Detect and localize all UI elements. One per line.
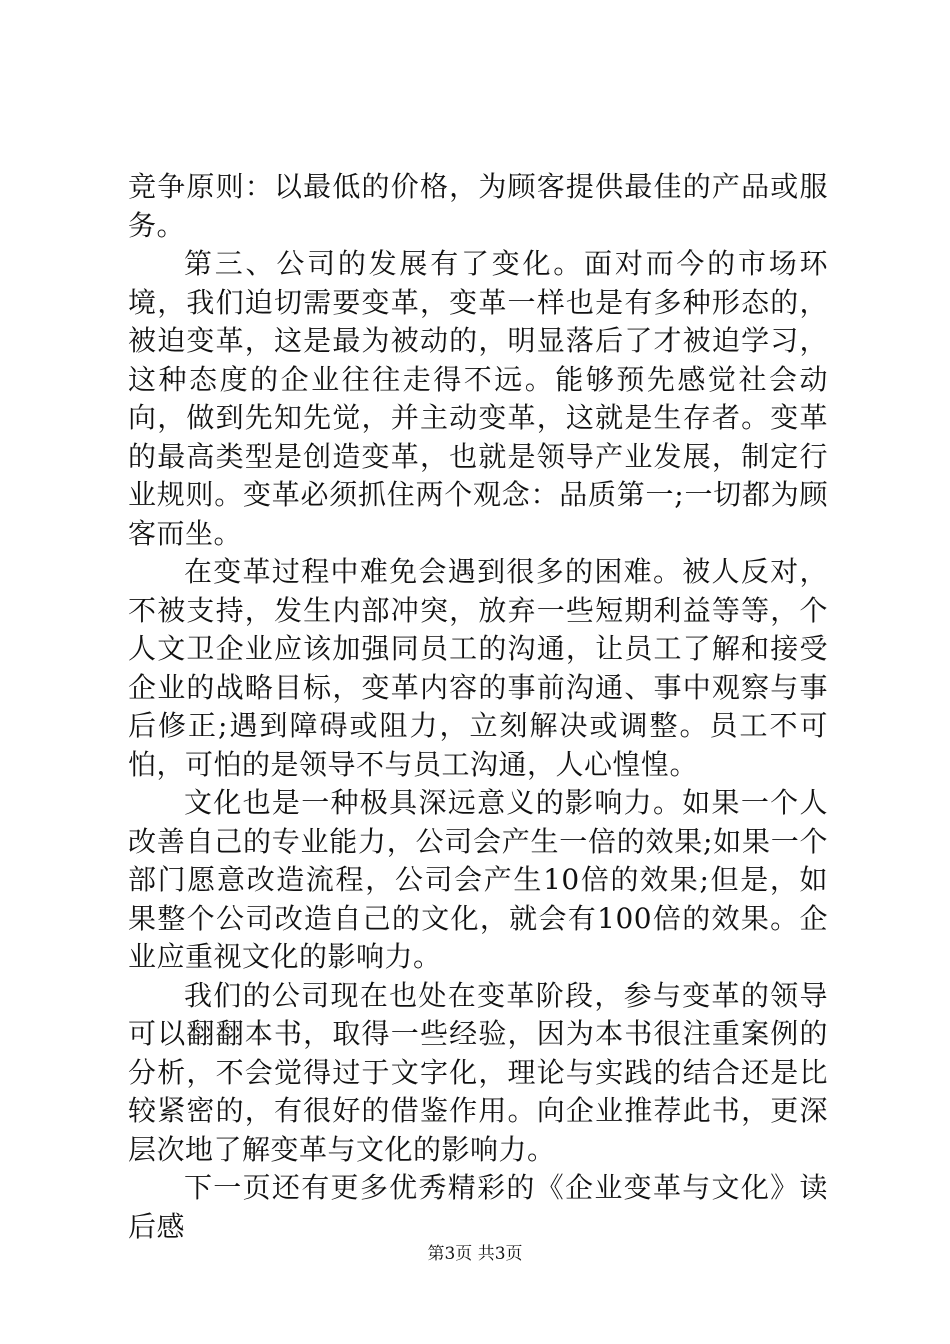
document-body bbox=[128, 168, 828, 1246]
paragraph-company-change: 第三、公司的发展有了变化。面对而今的市场环境，我们迫切需要变革，变革一样也是有多种形态的，被迫变革，这是最为被动的，明显落后了才被迫学习，这种态度的企业往往走得不远。能够预先感觉社会动向，做到先知先觉，并主动变革，这就是生存者。变革的最高类型是创造变革，也就是领导产业发展，制定行业规则。变革必须抓住两个观念：品质第一;一切都为顾客而坐。 bbox=[128, 247, 828, 550]
paragraph-next-page-note: 下一页还有更多优秀精彩的《企业变革与文化》读后感 bbox=[128, 1171, 828, 1243]
page-footer bbox=[0, 1243, 950, 1265]
paragraph-continuation: 竞争原则：以最低的价格，为顾客提供最佳的产品或服务。 bbox=[128, 170, 828, 242]
paragraph-difficulties: 在变革过程中难免会遇到很多的困难。被人反对，不被支持，发生内部冲突，放弃一些短期利益等等，个人文卫企业应该加强同员工的沟通，让员工了解和接受企业的战略目标，变革内容的事前沟通、事中观察与事后修正;遇到障碍或阻力，立刻解决或调整。员工不可怕，可怕的是领导不与员工沟通，人心惶惶。 bbox=[128, 555, 828, 781]
page-number-label: 第3页 共3页 bbox=[427, 1244, 523, 1264]
paragraph-recommendation: 我们的公司现在也处在变革阶段，参与变革的领导可以翻翻本书，取得一些经验，因为本书很注重案例的分析，不会觉得过于文字化，理论与实践的结合还是比较紧密的，有很好的借鉴作用。向企业推荐此书，更深层次地了解变革与文化的影响力。 bbox=[128, 978, 828, 1166]
paragraph-culture-influence: 文化也是一种极具深远意义的影响力。如果一个人改善自己的专业能力，公司会产生一倍的效果;如果一个部门愿意改造流程，公司会产生10倍的效果;但是，如果整个公司改造自己的文化，就会有100倍的效果。企业应重视文化的影响力。 bbox=[128, 786, 828, 973]
